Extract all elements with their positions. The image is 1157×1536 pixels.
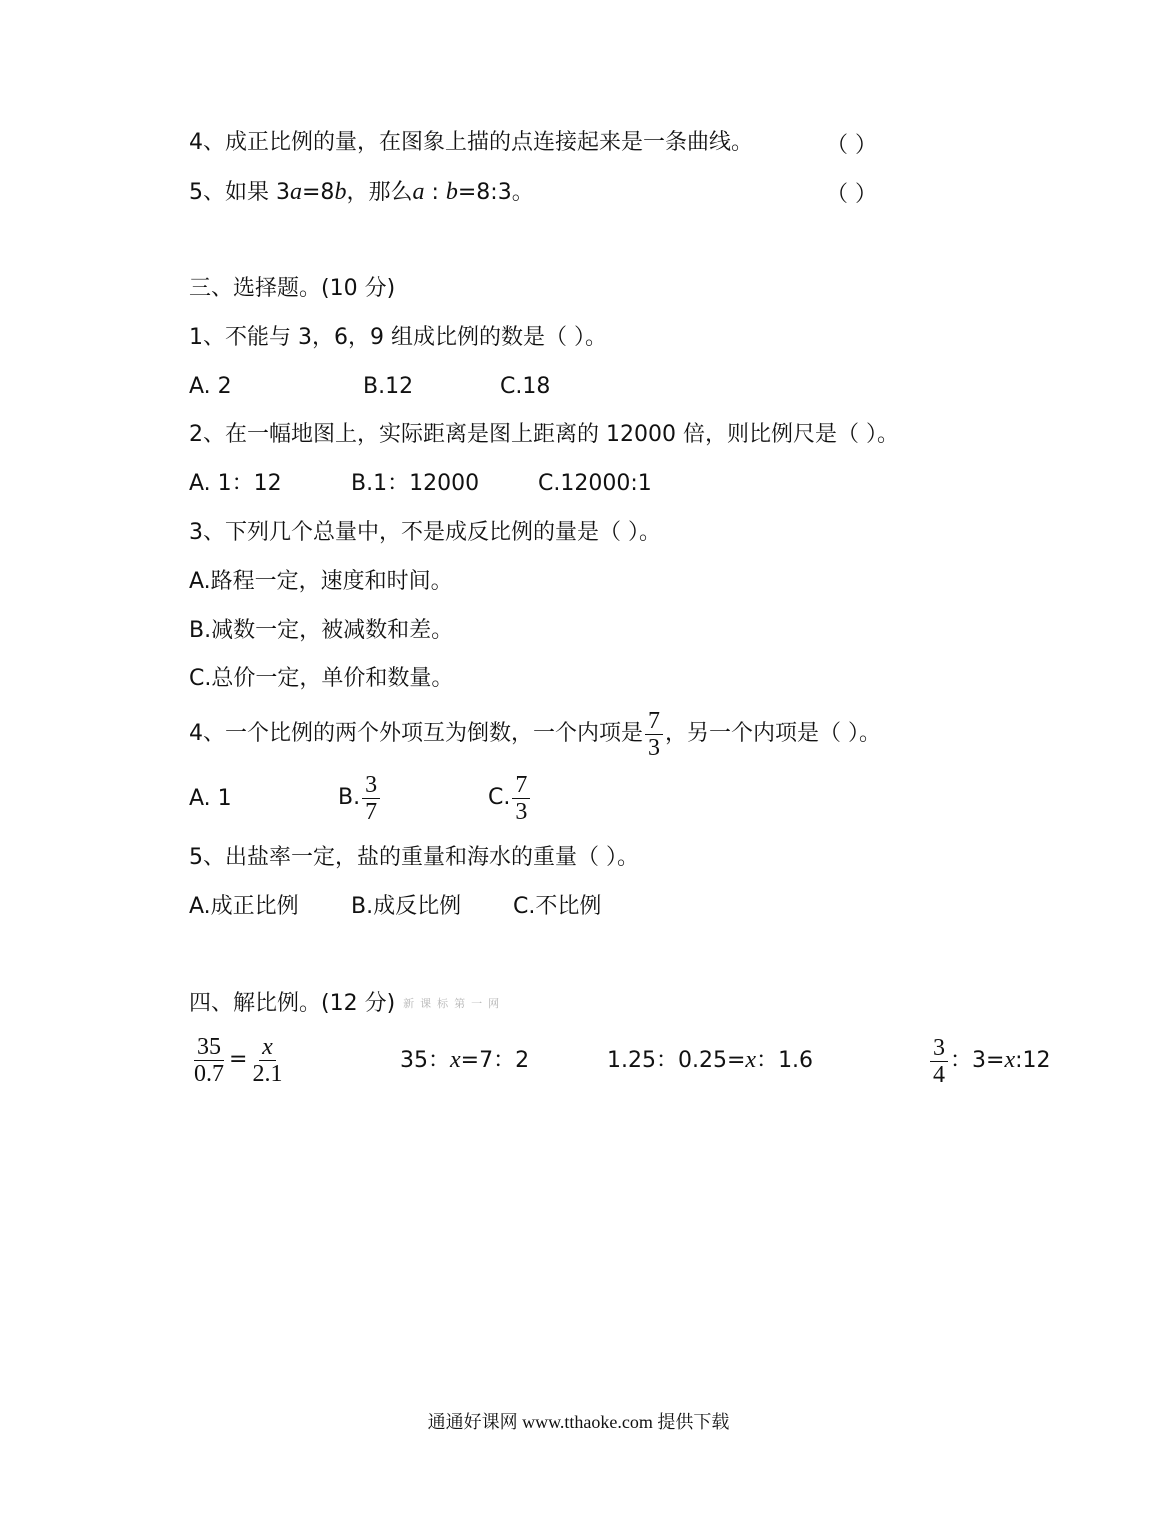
mc-q5-option-a[interactable]: A.成正比例 — [189, 894, 299, 919]
judge-q5-colon: : — [424, 180, 446, 205]
var-b: b — [334, 179, 347, 205]
judge-question-5 — [189, 177, 534, 208]
eq3-pre: 1.25：0.25= — [607, 1048, 746, 1073]
eq3-post: ：1.6 — [756, 1048, 814, 1073]
judge-q5-answer-blank[interactable] — [826, 177, 877, 208]
fraction-x-2.1 — [249, 1034, 285, 1087]
judge-question-4 — [189, 128, 753, 158]
judge-q4-paren: （ ） — [826, 133, 877, 158]
page-footer: 通通好课网 www.tthaoke.com 提供下载 — [427, 1412, 730, 1432]
var-x: x — [450, 1047, 461, 1073]
fraction-numerator: 3 — [930, 1035, 948, 1062]
mc-q4-pre: 4、一个比例的两个外项互为倒数，一个内项是 — [189, 721, 643, 746]
proportion-equation-3 — [607, 1045, 813, 1076]
proportion-equation-4 — [928, 1030, 1051, 1091]
mc-question-1: 1、不能与 3，6，9 组成比例的数是（ ）。 — [189, 325, 607, 350]
fraction-denominator: 2.1 — [252, 1060, 283, 1087]
fraction-7-3 — [512, 772, 530, 825]
equals-sign: = — [229, 1047, 248, 1072]
fraction-denominator: 0.7 — [194, 1060, 224, 1087]
fraction-numerator: 7 — [645, 708, 663, 735]
fraction-3-7 — [362, 772, 380, 825]
judge-q4-text: 4、成正比例的量，在图象上描的点连接起来是一条曲线。 — [189, 130, 753, 155]
fraction-35-0.7 — [191, 1034, 227, 1087]
judge-q5-mid: =8 — [302, 180, 335, 205]
watermark-text: 新课标第一网 — [403, 997, 506, 1010]
section4-title — [189, 989, 505, 1019]
mc-q2-option-a[interactable]: A. 1：12 — [189, 471, 282, 496]
eq4-mid: ：3= — [950, 1048, 1005, 1073]
mc-q3-option-c[interactable]: C.总价一定，单价和数量。 — [189, 666, 454, 691]
mc-q3-option-b[interactable]: B.减数一定，被减数和差。 — [189, 618, 454, 643]
fraction-numerator: x — [259, 1034, 276, 1061]
mc-question-5: 5、出盐率一定，盐的重量和海水的重量（ ）。 — [189, 845, 639, 870]
fraction-denominator: 4 — [933, 1061, 945, 1088]
eq2-pre: 35： — [400, 1048, 450, 1073]
fraction-numerator: 3 — [362, 772, 380, 799]
var-x: x — [745, 1047, 757, 1073]
mc-question-4 — [189, 706, 881, 762]
mc-q4-option-b[interactable] — [338, 770, 382, 826]
fraction-7-3 — [645, 708, 663, 761]
eq2-post: =7：2 — [460, 1048, 530, 1073]
fraction-numerator: 35 — [194, 1034, 224, 1061]
mc-question-3: 3、下列几个总量中，不是成反比例的量是（ ）。 — [189, 520, 661, 545]
mc-question-2: 2、在一幅地图上，实际距离是图上距离的 12000 倍，则比例尺是（ ）。 — [189, 422, 899, 447]
fraction-denominator: 3 — [515, 798, 528, 825]
fraction-denominator: 7 — [365, 798, 378, 825]
option-label: C. — [488, 785, 511, 810]
mc-q4-option-a[interactable]: A. 1 — [189, 786, 232, 811]
var-a: a — [290, 179, 302, 205]
judge-q5-mid2: ，那么 — [346, 180, 413, 205]
judge-q5-post: =8:3。 — [457, 180, 534, 205]
judge-q4-answer-blank[interactable] — [826, 128, 877, 159]
fraction-denominator: 3 — [648, 734, 660, 761]
mc-q2-option-c[interactable]: C.12000:1 — [538, 471, 652, 496]
var-x: x — [1004, 1047, 1016, 1073]
proportion-equation-1 — [189, 1030, 287, 1090]
judge-q5-paren: （ ） — [826, 182, 877, 207]
var-a2: a — [412, 179, 425, 205]
fraction-3-4 — [930, 1035, 948, 1088]
mc-q2-option-b[interactable]: B.1：12000 — [351, 471, 480, 496]
proportion-equation-2 — [400, 1045, 529, 1076]
mc-q5-option-b[interactable]: B.成反比例 — [351, 894, 462, 919]
mc-q5-option-c[interactable]: C.不比例 — [513, 894, 602, 919]
judge-q5-pre: 5、如果 3 — [189, 180, 290, 205]
fraction-numerator: 7 — [512, 772, 530, 799]
mc-q1-option-b[interactable]: B.12 — [363, 374, 414, 399]
mc-q1-option-a[interactable]: A. 2 — [189, 374, 232, 399]
option-label: B. — [338, 785, 361, 810]
section3-title: 三、选择题。(10 分) — [189, 276, 396, 301]
eq4-post: :12 — [1015, 1048, 1051, 1073]
mc-q1-option-c[interactable]: C.18 — [500, 374, 551, 399]
mc-q4-post: ，另一个内项是（ ）。 — [665, 721, 881, 746]
var-b2: b — [445, 179, 458, 205]
section4-title-text: 四、解比例。(12 分) — [189, 991, 396, 1016]
mc-q3-option-a[interactable]: A.路程一定，速度和时间。 — [189, 569, 453, 594]
mc-q4-option-c[interactable] — [488, 770, 532, 826]
